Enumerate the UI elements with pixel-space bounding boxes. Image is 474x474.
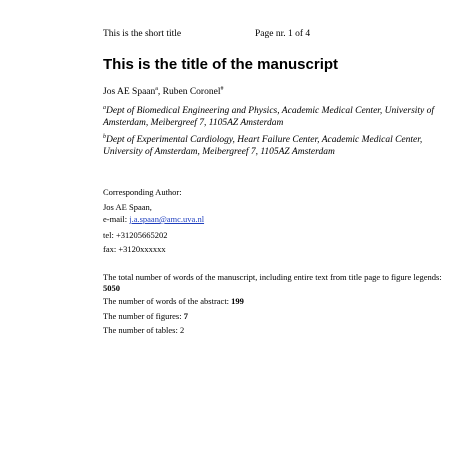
manuscript-title: This is the title of the manuscript <box>103 56 339 73</box>
word-count-total-label: The total number of words of the manuscript, including entire text from title page to figure legends: <box>103 272 442 282</box>
author-2-mark: # <box>220 85 224 92</box>
figure-count-value: 7 <box>183 311 188 321</box>
short-title: This is the short title <box>103 29 182 39</box>
email-link[interactable]: j.a.spaan@amc.uva.nl <box>129 214 205 224</box>
word-count-abstract-value: 199 <box>231 296 244 306</box>
author-1-mark: a <box>155 85 158 92</box>
word-count-abstract <box>103 296 448 307</box>
affiliation-2-mark: b <box>103 133 106 140</box>
corresponding-heading: Corresponding Author: <box>103 187 182 197</box>
table-count-value: 2 <box>179 325 185 335</box>
author-1-name: Jos AE Spaan <box>103 87 156 97</box>
table-count-label: The number of tables: <box>103 325 180 335</box>
author-separator: , <box>157 87 163 97</box>
corresponding-email-line <box>103 214 448 225</box>
author-2-name: Ruben Coronel <box>162 87 221 97</box>
table-count <box>103 325 448 336</box>
page-number: Page nr. 1 of 4 <box>255 29 311 39</box>
affiliation-1-text: Dept of Biomedical Engineering and Physics, Academic Medical Center, University of Amsterdam, Meibergreef 7, 1105AZ Amsterdam <box>103 106 435 128</box>
word-count-total-value: 5050 <box>103 283 120 293</box>
corresponding-fax: fax: +3120xxxxxx <box>103 244 166 254</box>
affiliation-2 <box>103 135 448 158</box>
affiliation-1 <box>103 106 448 129</box>
corresponding-name: Jos AE Spaan, <box>103 202 152 212</box>
word-count-total <box>103 272 448 294</box>
author-line <box>103 86 223 98</box>
affiliation-2-text: Dept of Experimental Cardiology, Heart Failure Center, Academic Medical Center, University of Amsterdam, Meibergreef 7, 1105AZ Amsterdam <box>103 135 423 157</box>
corresponding-tel: tel: +31205665202 <box>103 230 168 240</box>
figure-count-label: The number of figures: <box>103 311 184 321</box>
word-count-abstract-label: The number of words of the abstract: <box>103 296 232 306</box>
email-label: e-mail: <box>103 214 130 224</box>
figure-count <box>103 311 448 322</box>
affiliation-1-mark: a <box>103 104 106 111</box>
